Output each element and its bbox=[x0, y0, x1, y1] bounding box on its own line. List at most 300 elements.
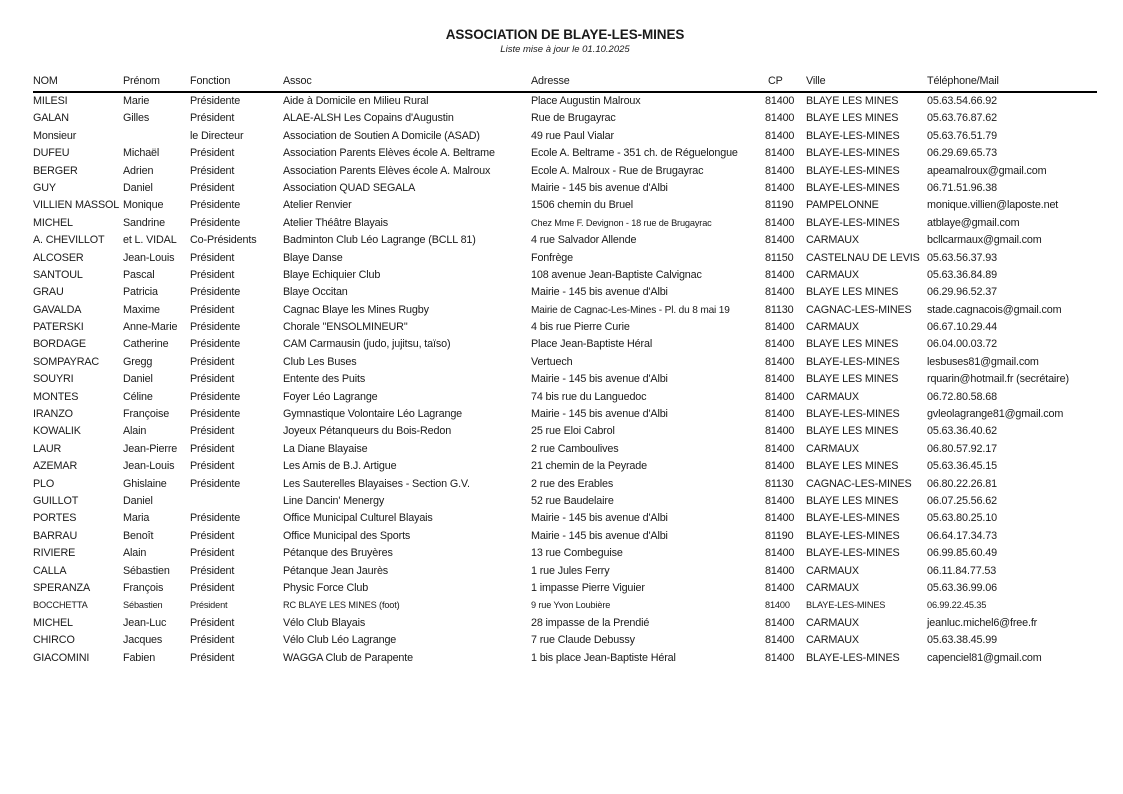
cell-nom: MICHEL bbox=[33, 616, 73, 629]
cell-cp: 81400 bbox=[765, 373, 795, 386]
cell-fonction: Président bbox=[190, 268, 235, 281]
cell-assoc: Office Municipal Culturel Blayais bbox=[283, 512, 433, 525]
cell-fonction: Présidente bbox=[190, 477, 241, 490]
column-header-nom: NOM bbox=[33, 75, 58, 87]
cell-ville: BLAYE-LES-MINES bbox=[806, 408, 900, 421]
cell-prenom: Daniel bbox=[123, 494, 153, 507]
cell-cp: 81400 bbox=[765, 651, 795, 664]
cell-adresse: 7 rue Claude Debussy bbox=[531, 634, 635, 647]
cell-assoc: WAGGA Club de Parapente bbox=[283, 651, 413, 664]
cell-contact: 06.67.10.29.44 bbox=[927, 321, 997, 334]
cell-adresse: 9 rue Yvon Loubière bbox=[531, 600, 611, 611]
cell-cp: 81400 bbox=[765, 164, 795, 177]
cell-contact: 05.63.80.25.10 bbox=[927, 512, 997, 525]
table-row bbox=[33, 510, 1097, 527]
cell-adresse: 1 bis place Jean-Baptiste Héral bbox=[531, 651, 676, 664]
table-row bbox=[33, 423, 1097, 440]
cell-fonction: Président bbox=[190, 181, 235, 194]
cell-cp: 81400 bbox=[765, 616, 795, 629]
cell-prenom: Jacques bbox=[123, 634, 163, 647]
cell-adresse: 21 chemin de la Peyrade bbox=[531, 460, 647, 473]
cell-ville: BLAYE-LES-MINES bbox=[806, 216, 900, 229]
cell-ville: BLAYE LES MINES bbox=[806, 95, 899, 107]
cell-adresse: Ecole A. Beltrame - 351 ch. de Réguelongue bbox=[531, 147, 738, 160]
cell-adresse: 1506 chemin du Bruel bbox=[531, 199, 634, 212]
cell-prenom: Gregg bbox=[123, 355, 153, 368]
cell-contact: 05.63.36.84.89 bbox=[927, 268, 997, 281]
cell-assoc: Blaye Danse bbox=[283, 251, 343, 264]
cell-cp: 81400 bbox=[765, 216, 795, 229]
cell-assoc: Cagnac Blaye les Mines Rugby bbox=[283, 303, 429, 316]
cell-nom: BORDAGE bbox=[33, 338, 86, 351]
cell-cp: 81130 bbox=[765, 303, 794, 316]
cell-fonction: Présidente bbox=[190, 216, 241, 229]
cell-adresse: 2 rue Camboulives bbox=[531, 442, 619, 455]
cell-prenom: Anne-Marie bbox=[123, 321, 178, 334]
cell-fonction: Président bbox=[190, 112, 235, 125]
table-row bbox=[33, 215, 1097, 232]
cell-adresse: 4 rue Salvador Allende bbox=[531, 234, 637, 247]
cell-nom: GIACOMINI bbox=[33, 651, 90, 664]
cell-nom: AZEMAR bbox=[33, 460, 78, 473]
cell-prenom: Sébastien bbox=[123, 600, 163, 611]
cell-cp: 81190 bbox=[765, 529, 794, 542]
table-row bbox=[33, 458, 1097, 475]
cell-cp: 81400 bbox=[765, 460, 795, 473]
cell-prenom: Alain bbox=[123, 425, 147, 438]
cell-fonction: Co-Présidents bbox=[190, 234, 257, 247]
cell-contact: 06.11.84.77.53 bbox=[927, 564, 997, 577]
cell-prenom: Maria bbox=[123, 512, 150, 525]
cell-prenom: et L. VIDAL bbox=[123, 234, 177, 247]
cell-prenom: Adrien bbox=[123, 164, 154, 177]
cell-adresse: Rue de Brugayrac bbox=[531, 112, 616, 125]
cell-assoc: Foyer Léo Lagrange bbox=[283, 390, 378, 403]
cell-nom: MICHEL bbox=[33, 216, 73, 229]
cell-ville: BLAYE-LES-MINES bbox=[806, 164, 900, 177]
cell-contact: capenciel81@gmail.com bbox=[927, 651, 1042, 664]
cell-prenom: Jean-Louis bbox=[123, 251, 175, 264]
cell-assoc: Chorale "ENSOLMINEUR" bbox=[283, 321, 408, 334]
cell-ville: BLAYE LES MINES bbox=[806, 338, 899, 351]
cell-contact: jeanluc.michel6@free.fr bbox=[927, 616, 1038, 629]
cell-contact: 06.80.57.92.17 bbox=[927, 442, 997, 455]
cell-nom: PLO bbox=[33, 477, 55, 490]
table-row bbox=[33, 319, 1097, 336]
cell-fonction bbox=[190, 493, 283, 510]
column-header-fonction: Fonction bbox=[190, 75, 231, 87]
table-row bbox=[33, 615, 1097, 632]
cell-cp: 81150 bbox=[765, 251, 794, 264]
cell-prenom: Jean-Luc bbox=[123, 616, 167, 629]
cell-ville: BLAYE-LES-MINES bbox=[806, 512, 900, 525]
table-row bbox=[33, 232, 1097, 249]
cell-prenom: Daniel bbox=[123, 373, 153, 386]
table-row bbox=[33, 406, 1097, 423]
cell-nom: GRAU bbox=[33, 286, 64, 299]
cell-adresse: Mairie - 145 bis avenue d'Albi bbox=[531, 286, 668, 299]
cell-nom: RIVIERE bbox=[33, 547, 76, 560]
cell-ville: BLAYE LES MINES bbox=[806, 373, 899, 386]
cell-adresse: Mairie - 145 bis avenue d'Albi bbox=[531, 181, 668, 194]
cell-fonction: Président bbox=[190, 600, 228, 611]
cell-cp: 81400 bbox=[765, 286, 795, 299]
cell-prenom: Céline bbox=[123, 390, 153, 403]
table-row bbox=[33, 128, 1097, 145]
cell-contact: 05.63.54.66.92 bbox=[927, 95, 997, 107]
cell-nom: IRANZO bbox=[33, 408, 73, 421]
cell-adresse: Chez Mme F. Devignon - 18 rue de Brugayrac bbox=[531, 217, 712, 228]
cell-prenom: Maxime bbox=[123, 303, 160, 316]
cell-ville: BLAYE LES MINES bbox=[806, 425, 899, 438]
table-row bbox=[33, 267, 1097, 284]
table-row bbox=[33, 389, 1097, 406]
cell-nom: GUILLOT bbox=[33, 494, 79, 507]
cell-nom: SOUYRI bbox=[33, 373, 74, 386]
cell-prenom: François bbox=[123, 581, 164, 594]
cell-fonction: Présidente bbox=[190, 408, 241, 421]
cell-nom: BOCCHETTA bbox=[33, 600, 88, 611]
cell-ville: CARMAUX bbox=[806, 564, 859, 577]
cell-cp: 81400 bbox=[765, 425, 795, 438]
cell-fonction: Présidente bbox=[190, 199, 241, 212]
cell-cp: 81400 bbox=[765, 321, 795, 334]
cell-ville: BLAYE-LES-MINES bbox=[806, 181, 900, 194]
cell-adresse: Mairie - 145 bis avenue d'Albi bbox=[531, 512, 668, 525]
table-row bbox=[33, 336, 1097, 353]
cell-assoc: Line Dancin' Menergy bbox=[283, 494, 385, 507]
cell-prenom bbox=[123, 128, 190, 145]
cell-cp: 81400 bbox=[765, 338, 795, 351]
cell-adresse: Mairie de Cagnac-Les-Mines - Pl. du 8 mai 19 bbox=[531, 304, 730, 316]
cell-cp: 81400 bbox=[765, 181, 795, 194]
cell-contact: 06.04.00.03.72 bbox=[927, 338, 997, 351]
cell-ville: BLAYE-LES-MINES bbox=[806, 147, 900, 160]
cell-ville: BLAYE LES MINES bbox=[806, 460, 899, 473]
cell-ville: CASTELNAU DE LEVIS bbox=[806, 251, 920, 264]
cell-cp: 81400 bbox=[765, 600, 790, 611]
cell-ville: CARMAUX bbox=[806, 234, 859, 247]
cell-prenom: Jean-Pierre bbox=[123, 442, 178, 455]
cell-contact: apeamalroux@gmail.com bbox=[927, 164, 1047, 177]
cell-assoc: Blaye Occitan bbox=[283, 286, 348, 299]
cell-prenom: Françoise bbox=[123, 408, 170, 421]
table-row bbox=[33, 93, 1097, 110]
cell-contact: 06.07.25.56.62 bbox=[927, 494, 997, 507]
cell-ville: BLAYE-LES-MINES bbox=[806, 129, 900, 142]
cell-ville: BLAYE-LES-MINES bbox=[806, 651, 900, 664]
cell-nom: BERGER bbox=[33, 164, 78, 177]
cell-fonction: Présidente bbox=[190, 286, 241, 299]
cell-nom: SPERANZA bbox=[33, 581, 90, 594]
table-header-row bbox=[33, 74, 1097, 93]
cell-contact: 06.80.22.26.81 bbox=[927, 477, 997, 490]
cell-fonction: Président bbox=[190, 564, 235, 577]
cell-prenom: Michaël bbox=[123, 147, 160, 160]
cell-assoc: Entente des Puits bbox=[283, 373, 366, 386]
cell-cp: 81400 bbox=[765, 268, 795, 281]
cell-prenom: Marie bbox=[123, 95, 150, 107]
associations-table bbox=[33, 74, 1097, 667]
cell-contact: atblaye@gmail.com bbox=[927, 216, 1020, 229]
cell-fonction: Président bbox=[190, 547, 235, 560]
cell-adresse: 13 rue Combeguise bbox=[531, 547, 623, 560]
cell-nom: DUFEU bbox=[33, 147, 70, 160]
cell-fonction: Président bbox=[190, 251, 235, 264]
table-row bbox=[33, 302, 1097, 319]
cell-nom: GUY bbox=[33, 181, 56, 194]
cell-ville: BLAYE LES MINES bbox=[806, 494, 899, 507]
table-row bbox=[33, 250, 1097, 267]
cell-cp: 81400 bbox=[765, 442, 795, 455]
table-row bbox=[33, 528, 1097, 545]
cell-adresse: 2 rue des Erables bbox=[531, 477, 614, 490]
cell-ville: BLAYE-LES-MINES bbox=[806, 529, 900, 542]
cell-nom: GALAN bbox=[33, 112, 69, 125]
cell-cp: 81130 bbox=[765, 477, 794, 490]
cell-assoc: Atelier Renvier bbox=[283, 199, 352, 212]
cell-cp: 81400 bbox=[765, 147, 795, 160]
cell-assoc: Association de Soutien A Domicile (ASAD) bbox=[283, 129, 480, 142]
cell-adresse: 108 avenue Jean-Baptiste Calvignac bbox=[531, 268, 702, 281]
cell-cp: 81400 bbox=[765, 581, 795, 594]
cell-ville: BLAYE-LES-MINES bbox=[806, 355, 900, 368]
cell-assoc: ALAE-ALSH Les Copains d'Augustin bbox=[283, 112, 454, 125]
cell-ville: BLAYE-LES-MINES bbox=[806, 547, 900, 560]
cell-fonction: Présidente bbox=[190, 95, 241, 107]
cell-contact: 06.29.69.65.73 bbox=[927, 147, 997, 160]
cell-adresse: 25 rue Eloi Cabrol bbox=[531, 425, 615, 438]
cell-prenom: Sandrine bbox=[123, 216, 166, 229]
cell-ville: CARMAUX bbox=[806, 442, 859, 455]
cell-assoc: Pétanque Jean Jaurès bbox=[283, 564, 389, 577]
cell-assoc: Association QUAD SEGALA bbox=[283, 181, 416, 194]
cell-fonction: Président bbox=[190, 634, 235, 647]
cell-ville: BLAYE LES MINES bbox=[806, 286, 899, 299]
cell-prenom: Alain bbox=[123, 547, 147, 560]
cell-adresse: 49 rue Paul Vialar bbox=[531, 129, 614, 142]
column-header-prenom: Prénom bbox=[123, 75, 160, 87]
cell-cp: 81400 bbox=[765, 547, 795, 560]
cell-adresse: 28 impasse de la Prendié bbox=[531, 616, 650, 629]
page-subtitle: Liste mise à jour le 01.10.2025 bbox=[500, 44, 630, 55]
table-row bbox=[33, 563, 1097, 580]
cell-assoc: Physic Force Club bbox=[283, 581, 369, 594]
cell-ville: BLAYE LES MINES bbox=[806, 112, 899, 125]
cell-fonction: Président bbox=[190, 581, 235, 594]
cell-adresse: 4 bis rue Pierre Curie bbox=[531, 321, 630, 334]
cell-nom: SANTOUL bbox=[33, 268, 83, 281]
cell-contact: 05.63.38.45.99 bbox=[927, 634, 997, 647]
cell-nom: LAUR bbox=[33, 442, 62, 455]
cell-contact: 05.63.36.99.06 bbox=[927, 581, 997, 594]
table-row bbox=[33, 441, 1097, 458]
table-row bbox=[33, 597, 1097, 614]
cell-nom: KOWALIK bbox=[33, 425, 81, 438]
cell-adresse: Mairie - 145 bis avenue d'Albi bbox=[531, 529, 668, 542]
cell-contact: rquarin@hotmail.fr (secrétaire) bbox=[927, 373, 1069, 386]
cell-fonction: Président bbox=[190, 651, 235, 664]
column-header-assoc: Assoc bbox=[283, 75, 312, 87]
cell-fonction: Présidente bbox=[190, 338, 241, 351]
cell-contact: monique.villien@laposte.net bbox=[927, 199, 1059, 212]
cell-fonction: Président bbox=[190, 442, 235, 455]
column-header-telephone-mail: Téléphone/Mail bbox=[927, 75, 999, 87]
table-row bbox=[33, 493, 1097, 510]
cell-cp: 81400 bbox=[765, 355, 795, 368]
cell-contact: gvleolagrange81@gmail.com bbox=[927, 408, 1064, 421]
cell-assoc: RC BLAYE LES MINES (foot) bbox=[283, 600, 400, 611]
table-row bbox=[33, 580, 1097, 597]
cell-ville: CARMAUX bbox=[806, 581, 859, 594]
table-row bbox=[33, 545, 1097, 562]
cell-prenom: Monique bbox=[123, 199, 164, 212]
cell-assoc: Association Parents Elèves école A. Malroux bbox=[283, 164, 491, 177]
cell-assoc: CAM Carmausin (judo, jujitsu, taïso) bbox=[283, 338, 451, 351]
cell-adresse: Place Jean-Baptiste Héral bbox=[531, 338, 653, 351]
cell-contact: stade.cagnacois@gmail.com bbox=[927, 303, 1062, 316]
cell-cp: 81400 bbox=[765, 408, 795, 421]
cell-adresse: Mairie - 145 bis avenue d'Albi bbox=[531, 373, 668, 386]
table-row bbox=[33, 180, 1097, 197]
cell-ville: CARMAUX bbox=[806, 616, 859, 629]
cell-cp: 81400 bbox=[765, 390, 795, 403]
cell-assoc: Vélo Club Blayais bbox=[283, 616, 366, 629]
cell-prenom: Ghislaine bbox=[123, 477, 167, 490]
cell-cp: 81400 bbox=[765, 112, 795, 125]
cell-fonction: Président bbox=[190, 373, 235, 386]
table-row bbox=[33, 632, 1097, 649]
cell-prenom: Fabien bbox=[123, 651, 156, 664]
cell-prenom: Gilles bbox=[123, 112, 150, 125]
cell-adresse: 52 rue Baudelaire bbox=[531, 494, 614, 507]
cell-assoc: Association Parents Elèves école A. Beltrame bbox=[283, 147, 495, 160]
cell-cp: 81400 bbox=[765, 494, 795, 507]
cell-assoc: Club Les Buses bbox=[283, 355, 357, 368]
cell-cp: 81190 bbox=[765, 199, 794, 212]
cell-assoc: Les Sauterelles Blayaises - Section G.V. bbox=[283, 477, 470, 490]
cell-contact: 06.99.85.60.49 bbox=[927, 547, 997, 560]
cell-adresse: 74 bis rue du Languedoc bbox=[531, 390, 647, 403]
cell-nom: BARRAU bbox=[33, 529, 78, 542]
cell-contact: 06.29.96.52.37 bbox=[927, 286, 997, 299]
cell-contact: 05.63.76.51.79 bbox=[927, 129, 997, 142]
cell-fonction: Président bbox=[190, 616, 235, 629]
table-row bbox=[33, 110, 1097, 127]
cell-adresse: Fonfrège bbox=[531, 251, 574, 264]
cell-contact: bcllcarmaux@gmail.com bbox=[927, 234, 1042, 247]
cell-ville: PAMPELONNE bbox=[806, 199, 879, 212]
cell-assoc: Office Municipal des Sports bbox=[283, 529, 411, 542]
cell-fonction: Président bbox=[190, 164, 235, 177]
cell-prenom: Benoît bbox=[123, 529, 154, 542]
cell-nom: ALCOSER bbox=[33, 251, 84, 264]
cell-fonction: Présidente bbox=[190, 390, 241, 403]
column-header-adresse: Adresse bbox=[531, 75, 570, 87]
document-content bbox=[33, 27, 1097, 667]
cell-adresse: Vertuech bbox=[531, 355, 573, 368]
cell-contact: 06.71.51.96.38 bbox=[927, 181, 997, 194]
cell-prenom: Catherine bbox=[123, 338, 169, 351]
cell-ville: CARMAUX bbox=[806, 268, 859, 281]
cell-adresse: 1 impasse Pierre Viguier bbox=[531, 581, 645, 594]
cell-cp: 81400 bbox=[765, 95, 795, 107]
cell-fonction: Présidente bbox=[190, 321, 241, 334]
table-row bbox=[33, 476, 1097, 493]
cell-contact: 06.64.17.34.73 bbox=[927, 529, 997, 542]
cell-prenom: Daniel bbox=[123, 181, 153, 194]
cell-contact: 05.63.36.45.15 bbox=[927, 460, 997, 473]
cell-fonction: Président bbox=[190, 460, 235, 473]
cell-contact: 06.99.22.45.35 bbox=[927, 600, 987, 611]
cell-assoc: Les Amis de B.J. Artigue bbox=[283, 460, 397, 473]
cell-nom: SOMPAYRAC bbox=[33, 355, 100, 368]
cell-assoc: Blaye Echiquier Club bbox=[283, 268, 381, 281]
cell-fonction: Président bbox=[190, 425, 235, 438]
cell-assoc: Joyeux Pétanqueurs du Bois-Redon bbox=[283, 425, 452, 438]
cell-contact: lesbuses81@gmail.com bbox=[927, 355, 1039, 368]
cell-contact: 06.72.80.58.68 bbox=[927, 390, 997, 403]
cell-contact: 05.63.76.87.62 bbox=[927, 112, 997, 125]
cell-nom: MONTES bbox=[33, 390, 79, 403]
cell-nom: PATERSKI bbox=[33, 321, 84, 334]
cell-cp: 81400 bbox=[765, 234, 795, 247]
cell-prenom: Jean-Louis bbox=[123, 460, 175, 473]
cell-fonction: le Directeur bbox=[190, 129, 244, 142]
column-header-ville: Ville bbox=[806, 75, 826, 87]
cell-assoc: Vélo Club Léo Lagrange bbox=[283, 634, 397, 647]
cell-ville: CARMAUX bbox=[806, 390, 859, 403]
cell-assoc: Badminton Club Léo Lagrange (BCLL 81) bbox=[283, 234, 476, 247]
cell-cp: 81400 bbox=[765, 512, 795, 525]
cell-adresse: Mairie - 145 bis avenue d'Albi bbox=[531, 408, 668, 421]
cell-ville: CARMAUX bbox=[806, 634, 859, 647]
cell-cp: 81400 bbox=[765, 634, 795, 647]
cell-fonction: Président bbox=[190, 355, 235, 368]
column-header-cp: CP bbox=[768, 75, 783, 87]
cell-nom: GAVALDA bbox=[33, 303, 82, 316]
cell-adresse: Ecole A. Malroux - Rue de Brugayrac bbox=[531, 164, 704, 177]
table-row bbox=[33, 197, 1097, 214]
cell-nom: CHIRCO bbox=[33, 634, 75, 647]
cell-cp: 81400 bbox=[765, 129, 795, 142]
cell-assoc: Gymnastique Volontaire Léo Lagrange bbox=[283, 408, 463, 421]
cell-assoc: Pétanque des Bruyères bbox=[283, 547, 393, 560]
cell-assoc: La Diane Blayaise bbox=[283, 442, 368, 455]
cell-prenom: Patricia bbox=[123, 286, 158, 299]
cell-fonction: Présidente bbox=[190, 512, 241, 525]
cell-nom: CALLA bbox=[33, 564, 67, 577]
cell-fonction: Président bbox=[190, 147, 235, 160]
cell-nom: VILLIEN MASSOL bbox=[33, 199, 120, 212]
cell-contact: 05.63.36.40.62 bbox=[927, 425, 997, 438]
cell-nom: Monsieur bbox=[33, 129, 77, 142]
cell-assoc: Aide à Domicile en Milieu Rural bbox=[283, 95, 429, 107]
cell-fonction: Président bbox=[190, 303, 235, 316]
cell-adresse: Place Augustin Malroux bbox=[531, 95, 641, 107]
cell-nom: MILESI bbox=[33, 95, 68, 107]
cell-cp: 81400 bbox=[765, 564, 795, 577]
cell-assoc: Atelier Théâtre Blayais bbox=[283, 216, 388, 229]
table-row bbox=[33, 354, 1097, 371]
table-row bbox=[33, 371, 1097, 388]
table-body bbox=[33, 93, 1097, 667]
cell-ville: CAGNAC-LES-MINES bbox=[806, 477, 912, 490]
cell-nom: PORTES bbox=[33, 512, 77, 525]
table-row bbox=[33, 650, 1097, 667]
page-title: ASSOCIATION DE BLAYE-LES-MINES bbox=[445, 27, 685, 42]
table-row bbox=[33, 145, 1097, 162]
